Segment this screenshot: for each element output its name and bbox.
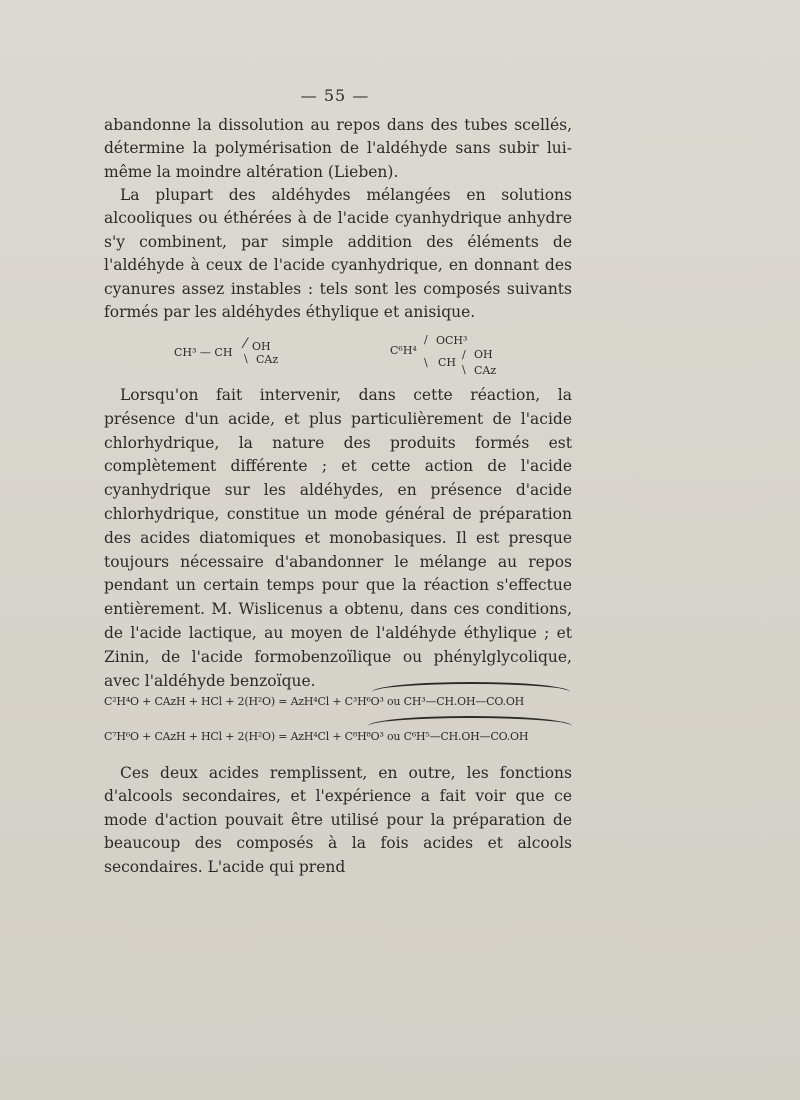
- formula1-left: CH³ — CH: [174, 346, 233, 359]
- formula2-caz: CAz: [474, 364, 497, 377]
- formula2-slash: /: [424, 333, 428, 346]
- paragraph-3: Lorsqu'on fait intervenir, dans cette réaction, la présence d'un acide, et plus particulièrement de l'acide chlorhydrique, la nature des produits formés est complètement différente ; et cette action de l'acide cyanhydrique sur les aldéhydes, en présence d'acide chlorhydrique, constitue un mode général de préparation des acides diatomiques et monobasiques. Il est presque toujours nécessaire d'abandonner le mélange au repos pendant un certain temps pour que la réaction s'effectue entièrement. M. Wislicenus a obtenu, dans ces conditions, de l'acide lactique, au moyen de l'aldéhyde éthylique ; et Zinin, de l'acide formobenzoïlique ou phénylglycolique, avec l'aldéhyde benzoïque.: [104, 386, 572, 690]
- formula2-ch: CH: [438, 356, 457, 369]
- formula1-backslash: \: [244, 352, 248, 365]
- formula2-backslash2: \: [462, 363, 466, 376]
- formula1-slash: ⁄: [244, 336, 247, 352]
- paragraph-2: La plupart des aldéhydes mélangées en solutions alcooliques ou éthérées à de l'acide cyanhydrique anhydre s'y combinent, par simple addition des éléments de l'aldéhyde à ceux de l'acide cyanhydrique, en donnant des cyanures assez instables : tels sont les composés suivants formés par les aldéhydes éthylique et anisique.: [104, 186, 572, 322]
- formula2-oh: OH: [474, 348, 493, 361]
- paragraph-4: Ces deux acides remplissent, en outre, les fonctions d'alcools secondaires, et l'expérience a fait voir que ce mode d'action pouvait être utilisé pour la préparation de beaucoup des composés à la fois acides et alcools secondaires. L'acide qui prend: [104, 764, 572, 876]
- paragraph-1: abandonne la dissolution au repos dans des tubes scellés, détermine la polymérisation de l'aldéhyde sans subir lui-même la moindre altération (Lieben).: [104, 116, 572, 181]
- formula2-slash2: /: [462, 348, 466, 361]
- brace-2: [368, 716, 572, 728]
- equation-phenylglycolic: C⁷H⁶O + CAzH + HCl + 2(H²O) = AzH⁴Cl + C⁸H⁸O³ ou C⁶H⁵—CH.OH—CO.OH: [104, 730, 529, 743]
- page-number: — 55 —: [300, 86, 370, 105]
- formula2-och3: OCH³: [436, 334, 468, 347]
- formula1-caz: CAz: [256, 353, 279, 366]
- formula2-left: C⁶H⁴: [390, 344, 417, 357]
- formula2-backslash: \: [424, 356, 428, 369]
- equation-lactic: C²H⁴O + CAzH + HCl + 2(H²O) = AzH⁴Cl + C³H⁶O³ ou CH³—CH.OH—CO.OH: [104, 695, 525, 708]
- formula1-oh: OH: [252, 340, 271, 353]
